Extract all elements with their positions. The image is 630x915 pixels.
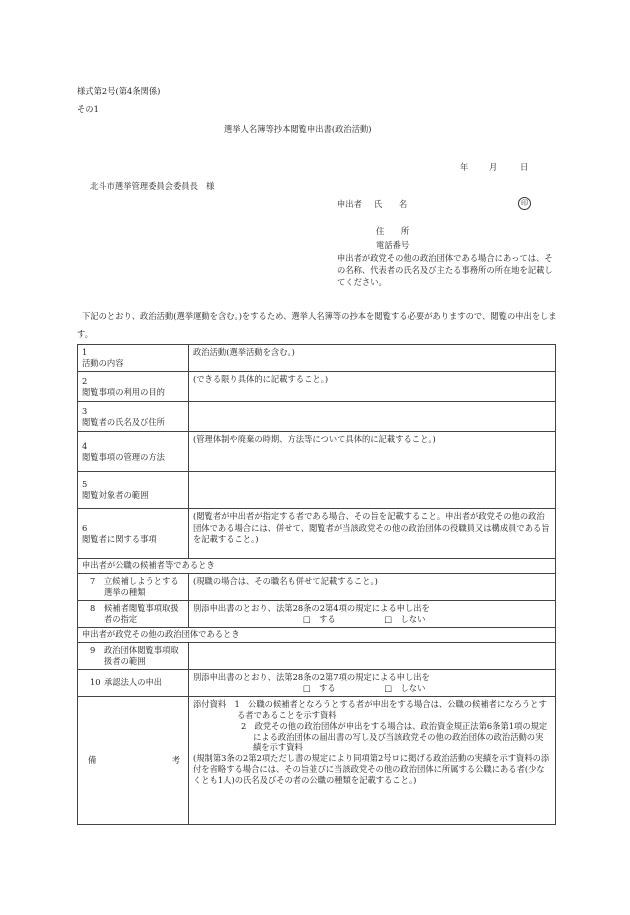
checkbox-yes-party[interactable]: □ する [303, 683, 336, 694]
table-row [78, 432, 556, 472]
table-row [78, 669, 556, 696]
remarks-content: 添付資料 1 公職の候補者となろうとする者が申出をする場合は、公職の候補者になろうとする者であることを示す資料 2 政党その他の政治団体が申出をする場合は、政治資金規正法第6条第1項の規定による政治団体の届出書の写し及び当該政党その他の政治団体の政治活動の実績を示す資料 (規制第3条の2第2項ただし書の規定により同項第2号ロに掲げる政治活動の実績を示す資料の添付を省略する場合には、その旨並びに当該政党その他の政治団体に所属する公職にある者(少なくとも1人)の氏名及びその者の公職の種類を記載すること。) [189, 697, 556, 825]
remarks-row [78, 697, 556, 825]
election-type-field[interactable]: (現職の場合は、その職名も併せて記載すること。) [189, 573, 556, 600]
address-label: 住 所 [376, 226, 410, 236]
date-day: 日 [520, 162, 529, 172]
date-month: 月 [489, 162, 498, 172]
addressee: 北斗市選挙管理委員会委員長 様 [90, 181, 215, 191]
form-number: 様式第2号(第4条関係) [77, 86, 161, 96]
target-range-field[interactable] [189, 472, 556, 509]
approved-corp-field: 別添申出書のとおり、法第28条の2第7項の規定による申し出を □ する □ しない [189, 669, 556, 696]
row-label: 5閲覧対象者の範囲 [78, 472, 189, 509]
phone-label: 電話番号 [376, 240, 410, 250]
checkbox-yes-candidate[interactable]: □ する [303, 614, 336, 625]
applicant-label: 申出者 [337, 199, 362, 209]
section-heading-row [78, 559, 556, 573]
intro-text: 下記のとおり、政治活動(選挙運動を含む。)をするため、選挙人名簿等の抄本を閲覧する必要がありますので、閲覧の申出をします。 [77, 311, 557, 340]
name-label: 氏 名 [374, 199, 408, 209]
seal-mark: 印 [518, 197, 531, 210]
row-label: 4閲覧事項の管理の方法 [78, 432, 189, 472]
row-label: 3閲覧者の氏名及び住所 [78, 402, 189, 432]
viewer-details-field[interactable]: (閲覧者が申出者が指定する者である場合、その旨を記載すること。申出者が政党その他の政治団体である場合には、併せて、閲覧者が当該政党その他の政治団体の役職員又は構成員である旨を記載すること。) [189, 509, 556, 559]
section-heading-candidate: 申出者が公職の候補者等であるとき [78, 559, 556, 573]
purpose-field[interactable]: (できる限り具体的に記載すること。) [189, 372, 556, 402]
form-part: その1 [77, 104, 99, 114]
section-heading-party: 申出者が政党その他の政治団体であるとき [78, 628, 556, 642]
table-row [78, 402, 556, 432]
remarks-label: 備 考 [78, 697, 189, 825]
candidate-handler-field: 別添申出書のとおり、法第28条の2第4項の規定による申し出を □ する □ しない [189, 600, 556, 627]
section-heading-row [78, 628, 556, 642]
row-label: 6閲覧者に関する事項 [78, 509, 189, 559]
table-row [78, 472, 556, 509]
table-row [78, 573, 556, 600]
applicant-note: 申出者が政党その他の政治団体である場合にあっては、その名称、代表者の氏名及び主たる事務所の所在地を記載してください。 [337, 253, 553, 288]
row-label: 10 承認法人の申出 [78, 669, 189, 696]
checkbox-no-candidate[interactable]: □ しない [384, 614, 426, 625]
management-method-field[interactable]: (管理体制や廃棄の時期、方法等について具体的に記載すること。) [189, 432, 556, 472]
table-row [78, 642, 556, 669]
checkbox-no-party[interactable]: □ しない [384, 683, 426, 694]
party-handler-range-field[interactable] [189, 642, 556, 669]
table-row [78, 600, 556, 627]
row-label: 8 候補者閲覧事項取扱者の指定 [78, 600, 189, 627]
application-table [77, 344, 556, 825]
row-label: 1活動の内容 [78, 345, 189, 372]
date-year: 年 [460, 162, 469, 172]
document-title: 選挙人名簿等抄本閲覧申出書(政治活動) [224, 124, 372, 134]
row-label: 2閲覧事項の利用の目的 [78, 372, 189, 402]
table-row [78, 372, 556, 402]
activity-field[interactable]: 政治活動(選挙活動を含む。) [189, 345, 556, 372]
viewer-name-address-field[interactable] [189, 402, 556, 432]
row-label: 9 政治団体閲覧事項取扱者の範囲 [78, 642, 189, 669]
table-row [78, 345, 556, 372]
row-label: 7 立候補しようとする選挙の種類 [78, 573, 189, 600]
table-row [78, 509, 556, 559]
